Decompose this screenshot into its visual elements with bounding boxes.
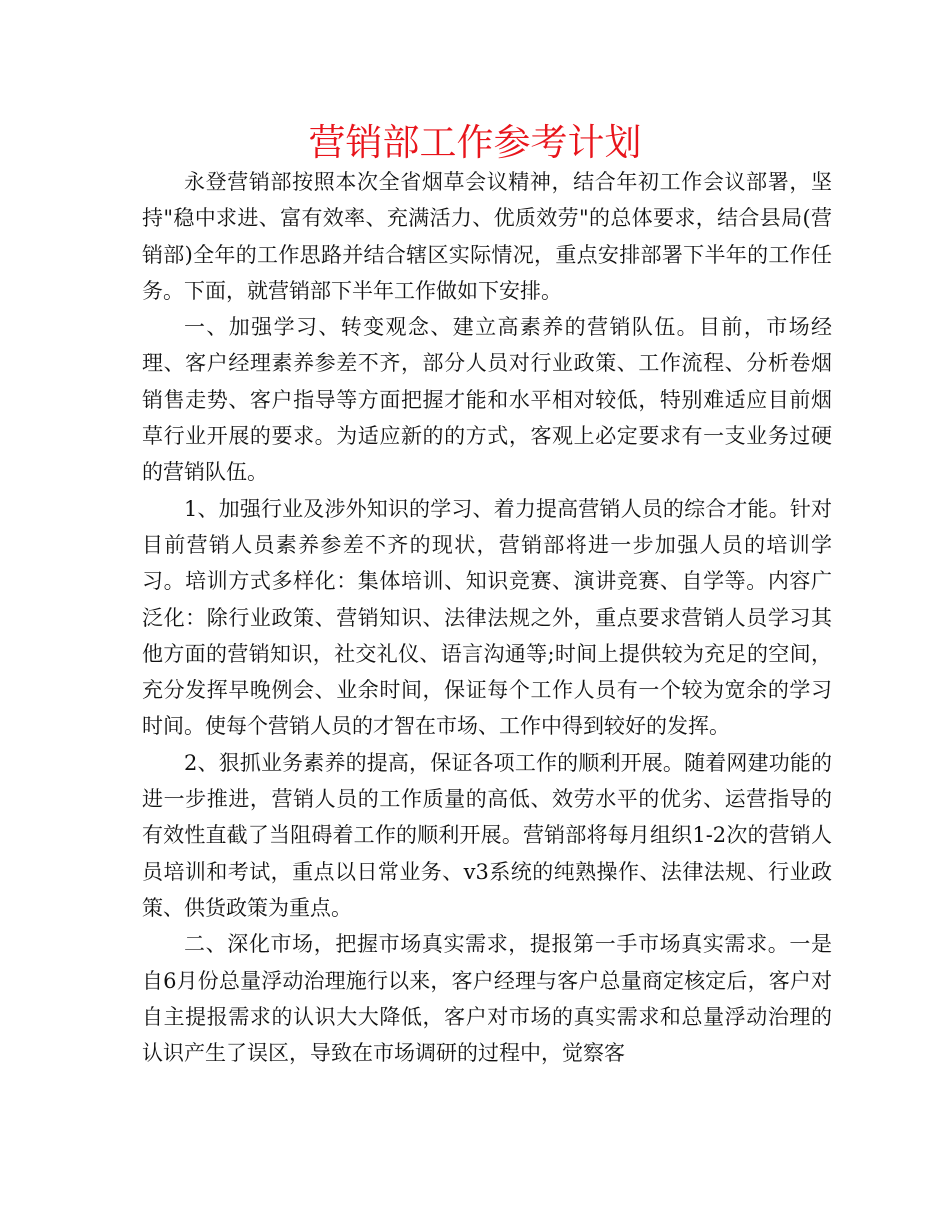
paragraph-section-one: 一、加强学习、转变观念、建立高素养的营销队伍。目前，市场经理、客户经理素养参差不齐，部分人员对行业政策、工作流程、分析卷烟销售走势、客户指导等方面把握才能和水平相对较低，特别难适应目前烟草行业开展的要求。为适应新的的方式，客观上必定要求有一支业务过硬的营销队伍。	[142, 315, 832, 485]
paragraph-section-two: 二、深化市场，把握市场真实需求，提报第一手市场真实需求。一是自6月份总量浮动治理施行以来，客户经理与客户总量商定核定后，客户对自主提报需求的认识大大降低，客户对市场的真实需求和总量浮动治理的认识产生了误区，导致在市场调研的过程中，觉察客	[142, 932, 832, 1066]
document-title: 营销部工作参考计划	[308, 121, 642, 164]
document-body	[142, 164, 832, 1071]
paragraph-item-one: 1、加强行业及涉外知识的学习、着力提高营销人员的综合才能。针对目前营销人员素养参差不齐的现状，营销部将进一步加强人员的培训学习。培训方式多样化：集体培训、知识竞赛、演讲竞赛、自学等。内容广泛化：除行业政策、营销知识、法律法规之外，重点要求营销人员学习其他方面的营销知识，社交礼仪、语言沟通等;时间上提供较为充足的空间，充分发挥早晚例会、业余时间，保证每个工作人员有一个较为宽余的学习时间。使每个营销人员的才智在市场、工作中得到较好的发挥。	[142, 496, 832, 739]
paragraph-intro: 永登营销部按照本次全省烟草会议精神，结合年初工作会议部署，坚持"稳中求进、富有效率、充满活力、优质效劳"的总体要求，结合县局(营销部)全年的工作思路并结合辖区实际情况，重点安排部署下半年的工作任务。下面，就营销部下半年工作做如下安排。	[142, 170, 832, 303]
paragraph-item-two: 2、狠抓业务素养的提高，保证各项工作的顺利开展。随着网建功能的进一步推进，营销人员的工作质量的高低、效劳水平的优劣、运营指导的有效性直截了当阻碍着工作的顺利开展。营销部将每月组织1-2次的营销人员培训和考试，重点以日常业务、v3系统的纯熟操作、法律法规、行业政策、供货政策为重点。	[142, 750, 832, 920]
